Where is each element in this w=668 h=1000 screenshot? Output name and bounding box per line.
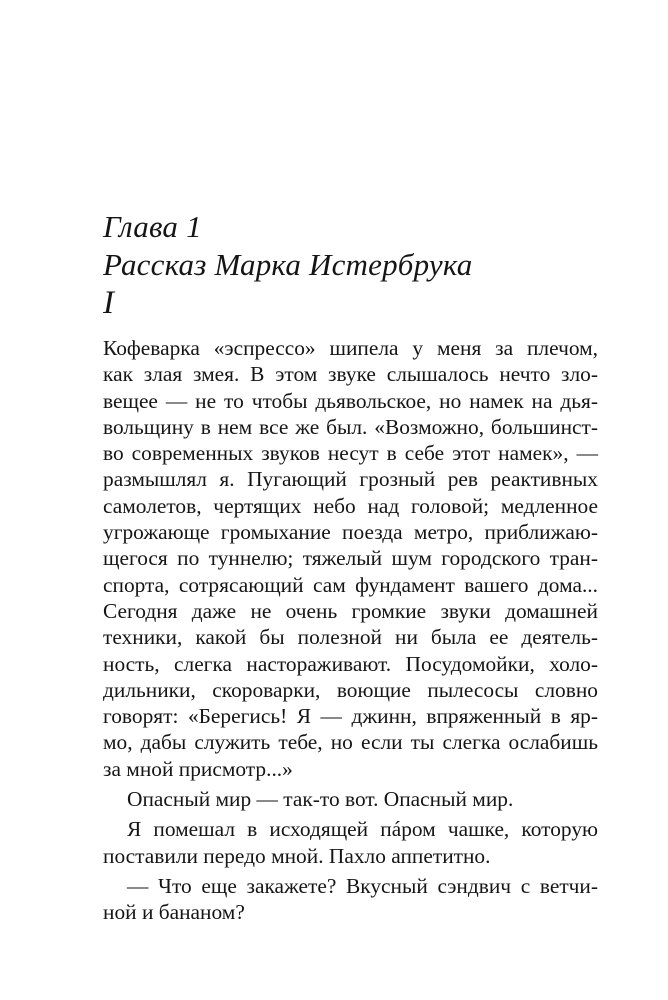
text-line: техники, какой бы полезной ни была ее деятель-	[103, 625, 598, 650]
chapter-title: Рассказ Марка Истербрука	[103, 247, 473, 282]
text-line: самолетов, чертящих небо над головой; медленное	[103, 493, 598, 518]
paragraph	[103, 816, 598, 869]
text-line: за мной присмотр...»	[103, 756, 293, 781]
paragraph	[103, 873, 598, 926]
paragraph	[103, 335, 598, 782]
text-line: — Что еще закажете? Вкусный сэндвич с ветчи-	[127, 873, 598, 898]
text-line: размышлял я. Пугающий грозный рев реактивных	[103, 467, 598, 492]
text-line: дильники, скороварки, воющие пылесосы словно	[103, 677, 598, 702]
text-line: вольщину в нем все же был. «Возможно, большинст-	[103, 414, 598, 439]
text-line: мо, дабы служить тебе, но если ты слегка ослабишь	[103, 730, 598, 755]
text-line: угрожающе громыхание поезда метро, приближаю-	[103, 520, 598, 545]
text-line: спорта, сотрясающий сам фундамент вашего дома...	[103, 572, 598, 597]
text-line: Опасный мир — так-то вот. Опасный мир.	[127, 787, 514, 812]
book-page	[103, 0, 598, 1000]
text-line: во современных звуков несут в себе этот намек», —	[103, 441, 598, 466]
text-line: поставили передо мной. Пахло аппетитно.	[103, 843, 491, 868]
body-text	[103, 335, 598, 926]
text-line: говорят: «Берегись! Я — джинн, впряженный в яр-	[103, 704, 598, 729]
chapter-number: Глава 1	[103, 209, 202, 244]
paragraph	[103, 786, 598, 812]
text-line: ность, слегка настораживают. Посудомойки, холо-	[103, 651, 598, 676]
text-line: Кофеварка «эспрессо» шипела у меня за плечом,	[103, 336, 598, 360]
section-numeral: I	[103, 285, 114, 321]
text-line: как злая змея. В этом звуке слышалось нечто зло-	[103, 362, 598, 387]
text-line: Я помешал в исходящей пáром чашке, которую	[127, 817, 598, 842]
text-line: ной и бананом?	[103, 900, 245, 925]
text-line: щегося по туннелю; тяжелый шум городского тран-	[103, 546, 598, 571]
chapter-heading	[103, 208, 472, 284]
text-line: Сегодня даже не очень громкие звуки домашней	[103, 598, 598, 623]
text-line: вещее — не то чтобы дьявольское, но намек на дья-	[103, 388, 598, 413]
